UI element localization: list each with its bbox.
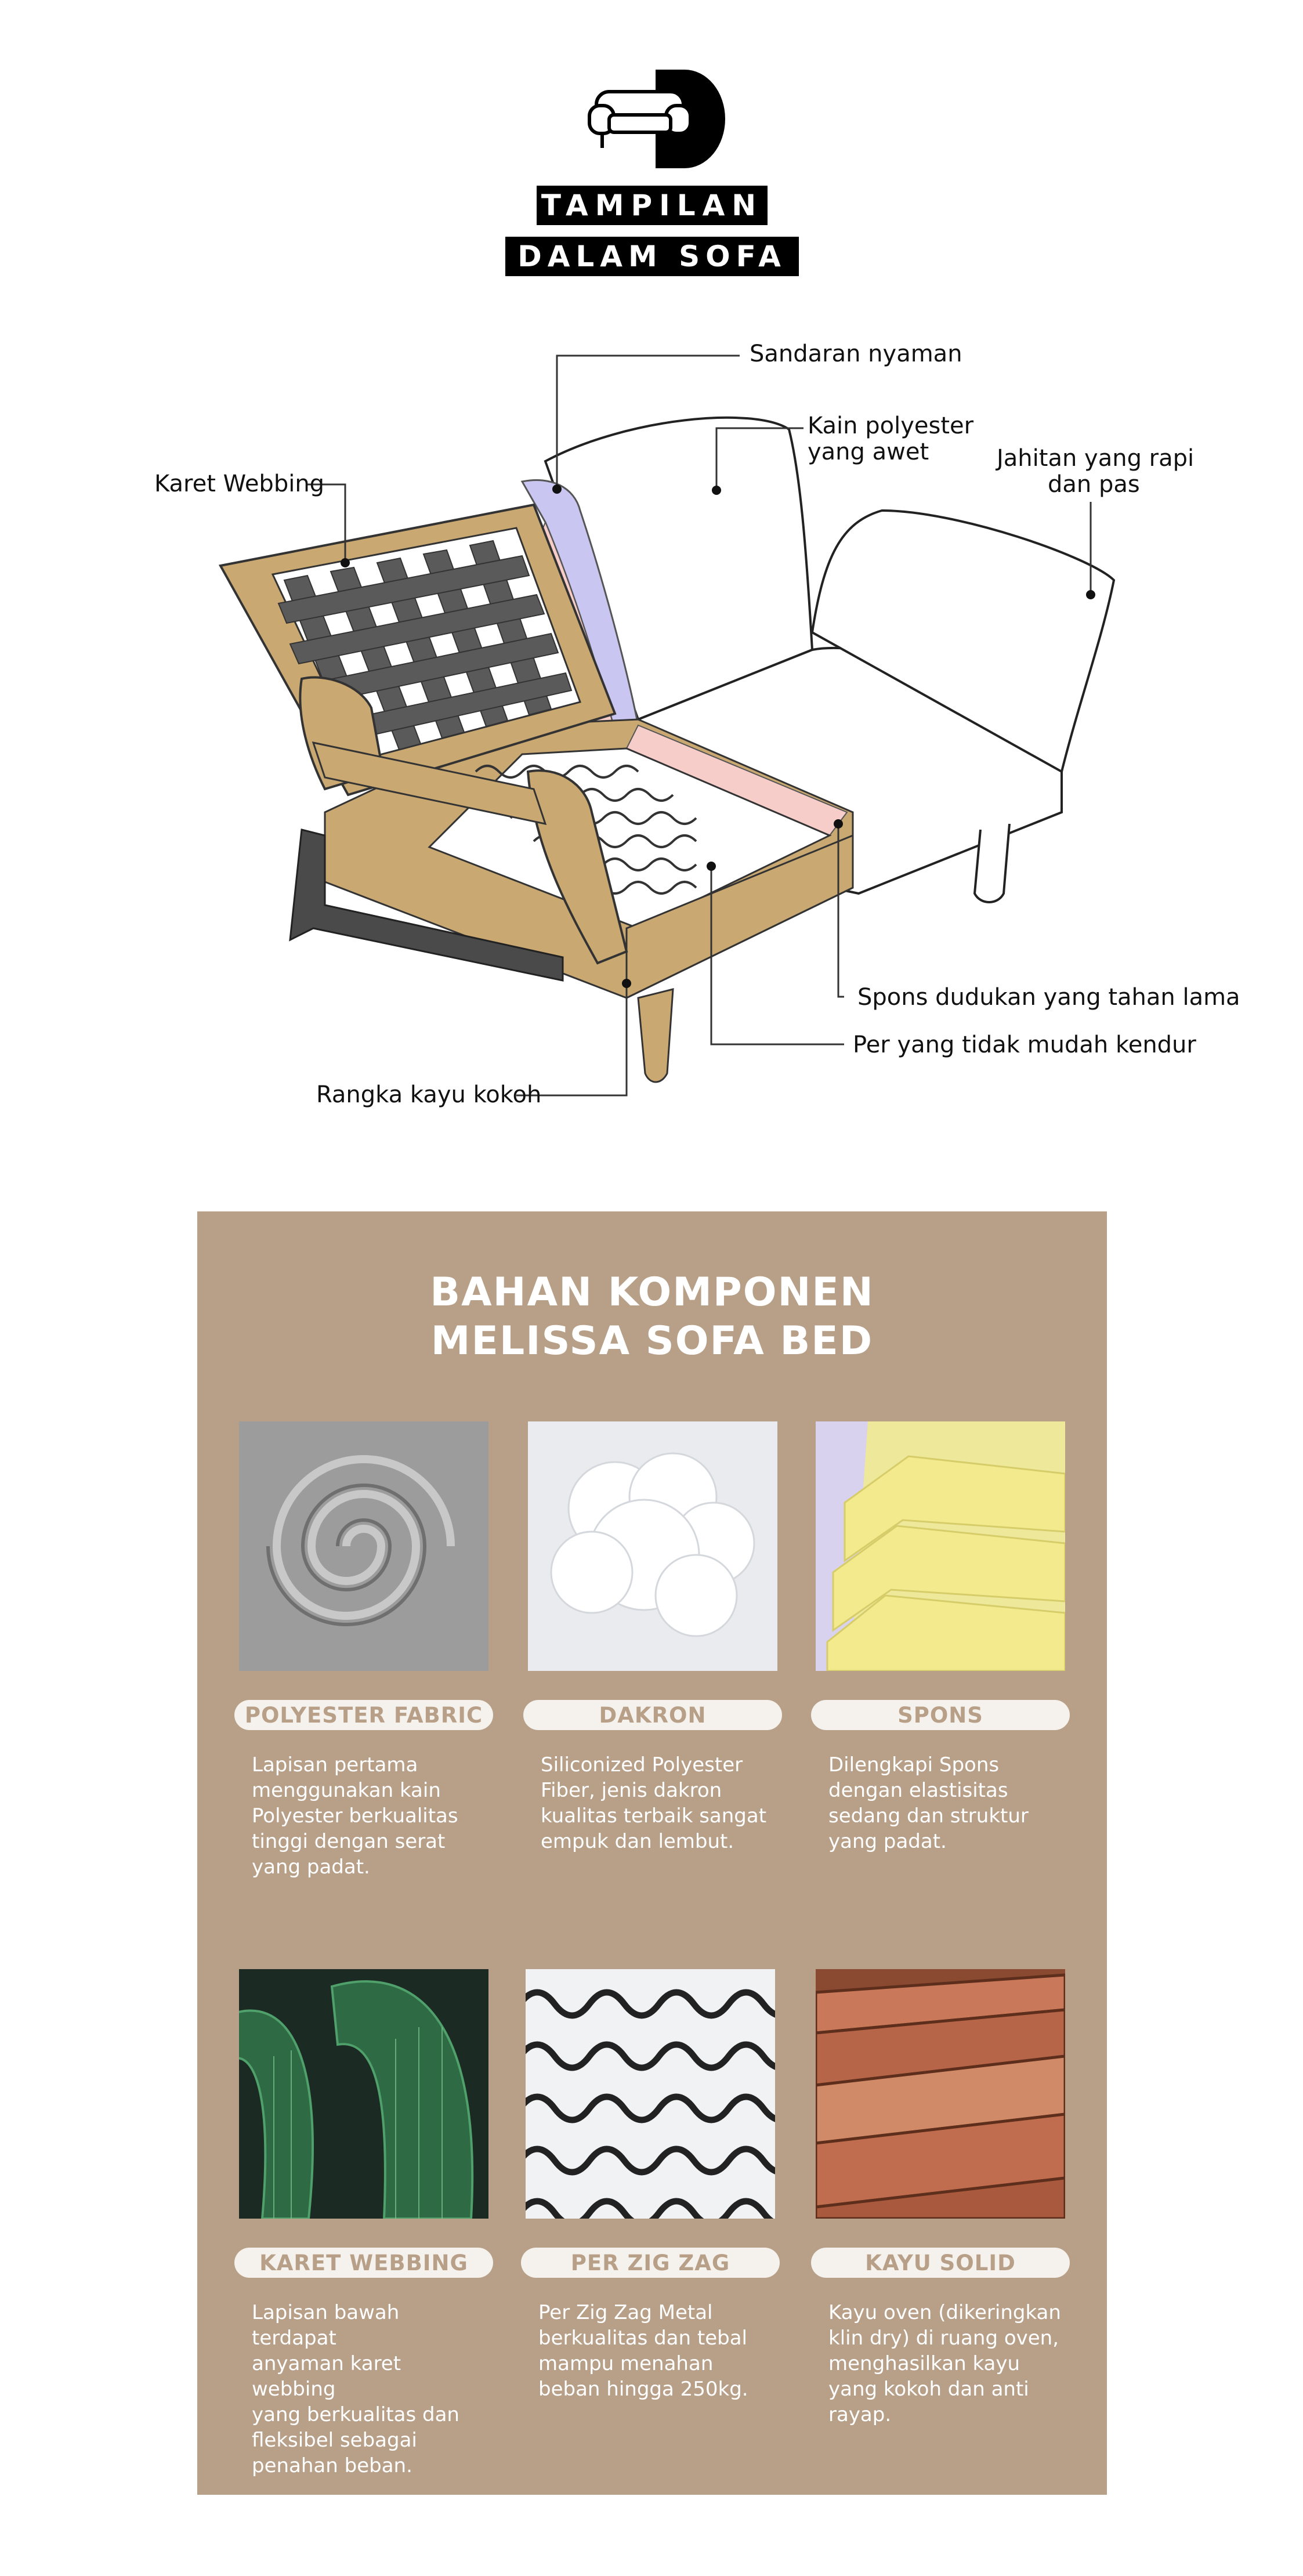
callout-spring: Per yang tidak mudah kendur	[853, 1032, 1196, 1058]
material-desc-webbing: Lapisan bawah terdapat anyaman karet webbing yang berkualitas dan fleksibel sebagai penahan beban.	[252, 2301, 459, 2477]
material-desc-wood: Kayu oven (dikeringkan klin dry) di ruang oven, menghasilkan kayu yang kokoh dan anti rayap.	[828, 2301, 1061, 2426]
sofa-logo-icon	[586, 70, 725, 168]
material-label-dacron: DAKRON	[523, 1700, 782, 1730]
material-label-foam: SPONS	[811, 1700, 1070, 1730]
webbing-photo	[239, 1969, 488, 2219]
panel-title-line-2: MELISSA SOFA BED	[430, 1318, 874, 1364]
foam-photo	[816, 1421, 1065, 1671]
title-banner-line-1: TAMPILAN	[537, 186, 768, 225]
material-card-wood	[816, 1969, 1065, 2427]
callout-stitch-line-2: dan pas	[1048, 471, 1140, 498]
material-card-webbing	[239, 1969, 488, 2479]
callout-foam: Spons dudukan yang tahan lama	[857, 984, 1240, 1011]
material-card-zigzag	[526, 1969, 775, 2402]
material-label-webbing: KARET WEBBING	[234, 2248, 493, 2278]
material-card-fabric	[239, 1421, 488, 1880]
material-desc-dacron: Siliconized Polyester Fiber, jenis dakron kualitas terbaik sangat empuk dan lembut.	[541, 1753, 767, 1853]
callout-fabric-line-1: Kain polyester	[808, 413, 974, 439]
sofa-illustration	[0, 313, 1303, 1137]
materials-panel	[197, 1211, 1107, 2495]
dacron-photo	[528, 1421, 777, 1671]
material-label-zigzag: PER ZIG ZAG	[521, 2248, 780, 2278]
solid-wood-photo	[816, 1969, 1065, 2219]
material-desc-foam: Dilengkapi Spons dengan elastisitas sedang dan struktur yang padat.	[828, 1753, 1029, 1853]
title-banner-line-2: DALAM SOFA	[505, 237, 799, 276]
callout-frame: Rangka kayu kokoh	[316, 1081, 542, 1108]
wood-leg	[638, 989, 673, 1082]
material-desc-zigzag: Per Zig Zag Metal berkualitas dan tebal mampu menahan beban hingga 250kg.	[538, 2301, 748, 2401]
callout-stitch-line-1: Jahitan yang rapi	[997, 445, 1195, 472]
sofa-cutaway-diagram	[0, 313, 1303, 1137]
material-desc-fabric: Lapisan pertama menggunakan kain Polyester berkualitas tinggi dengan serat yang padat.	[252, 1753, 458, 1879]
callout-fabric-line-2: yang awet	[808, 439, 929, 465]
material-label-wood: KAYU SOLID	[811, 2248, 1070, 2278]
material-card-dacron	[528, 1421, 777, 1854]
callout-webbing: Karet Webbing	[154, 471, 325, 497]
zigzag-spring-photo	[526, 1969, 775, 2219]
material-card-foam	[816, 1421, 1065, 1854]
fabric-photo	[239, 1421, 488, 1671]
callout-backrest: Sandaran nyaman	[750, 341, 962, 367]
material-label-fabric: POLYESTER FABRIC	[234, 1700, 493, 1730]
panel-title	[197, 1268, 1107, 1366]
panel-title-line-1: BAHAN KOMPONEN	[430, 1269, 874, 1315]
